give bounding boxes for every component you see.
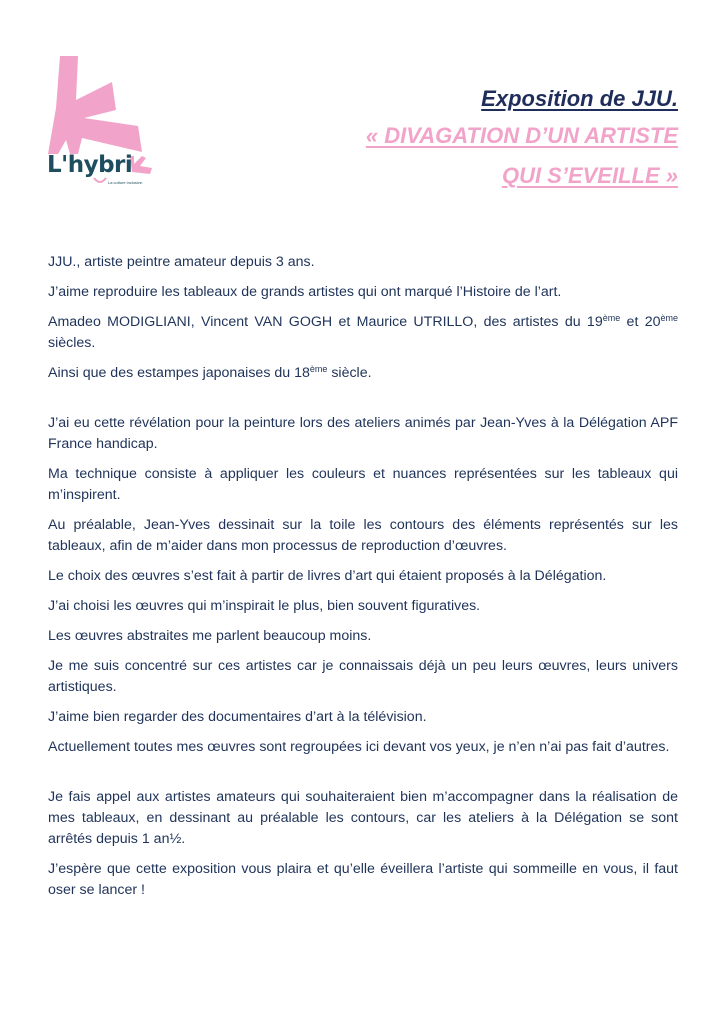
exhibition-subtitle-line-2: QUI S’EVEILLE » — [501, 163, 678, 188]
paragraph-prealable: Au préalable, Jean-Yves dessinait sur la toile les contours des éléments représentés sur les tableaux, afin de m’aider dans mon processus de reproduction d’œuvres. — [48, 517, 678, 554]
superscript: ème — [309, 364, 328, 374]
text-span: siècles. — [48, 335, 96, 351]
text-span: Amadeo MODIGLIANI, Vincent VAN GOGH et Maurice UTRILLO, des artistes du 19 — [48, 314, 603, 330]
superscript: ème — [602, 313, 621, 323]
paragraph-choix: Le choix des œuvres s’est fait à partir de livres d’art qui étaient proposés à la Délégation. — [48, 568, 607, 584]
paragraph-abstraites: Les œuvres abstraites me parlent beaucoup moins. — [48, 628, 372, 644]
paragraph-estampes — [48, 363, 678, 384]
logo-wordmark: L'hybri — [47, 152, 133, 178]
paragraph-reproduction: J’aime reproduire les tableaux de grands artistes qui ont marqué l’Histoire de l’art. — [48, 284, 562, 300]
paragraph-appel: Je fais appel aux artistes amateurs qui souhaiteraient bien m’accompagner dans la réalisation de mes tableaux, en dessinant au préalable les contours, car les ateliers à la Délégation se sont arrêtés depuis 1 an½. — [48, 789, 678, 847]
page-title: Exposition de JJU. — [481, 86, 678, 111]
text-span: et 20 — [620, 314, 661, 330]
paragraph-actuellement: Actuellement toutes mes œuvres sont regroupées ici devant vos yeux, je n’en n’ai pas fait d’autres. — [48, 739, 670, 755]
title-block — [366, 82, 678, 196]
paragraph-documentaires: J’aime bien regarder des documentaires d’art à la télévision. — [48, 709, 427, 725]
logo — [42, 52, 162, 192]
paragraph-choisi: J’ai choisi les œuvres qui m’inspirait le plus, bien souvent figuratives. — [48, 598, 481, 614]
paragraph-technique: Ma technique consiste à appliquer les couleurs et nuances représentées sur les tableaux qui m’inspirent. — [48, 466, 678, 503]
document-body — [48, 252, 678, 910]
superscript: ème — [660, 313, 679, 323]
exhibition-subtitle-line-1: « DIVAGATION D’UN ARTISTE — [365, 123, 678, 148]
paragraph-intro: JJU., artiste peintre amateur depuis 3 ans. — [48, 254, 315, 270]
paragraph-revelation: J’ai eu cette révélation pour la peinture lors des ateliers animés par Jean-Yves à la Délégation APF France handicap. — [48, 415, 678, 452]
text-span: siècle. — [327, 365, 372, 381]
logo-tagline: La culture inclusive. — [108, 180, 144, 185]
paragraph-conclusion: J’espère que cette exposition vous plaira et qu’elle éveillera l’artiste qui sommeille en vous, il faut oser se lancer ! — [48, 861, 678, 898]
paragraph-concentre: Je me suis concentré sur ces artistes car je connaissais déjà un peu leurs œuvres, leurs univers artistiques. — [48, 658, 678, 695]
paragraph-artists — [48, 312, 678, 354]
text-span: Ainsi que des estampes japonaises du 18 — [48, 365, 310, 381]
